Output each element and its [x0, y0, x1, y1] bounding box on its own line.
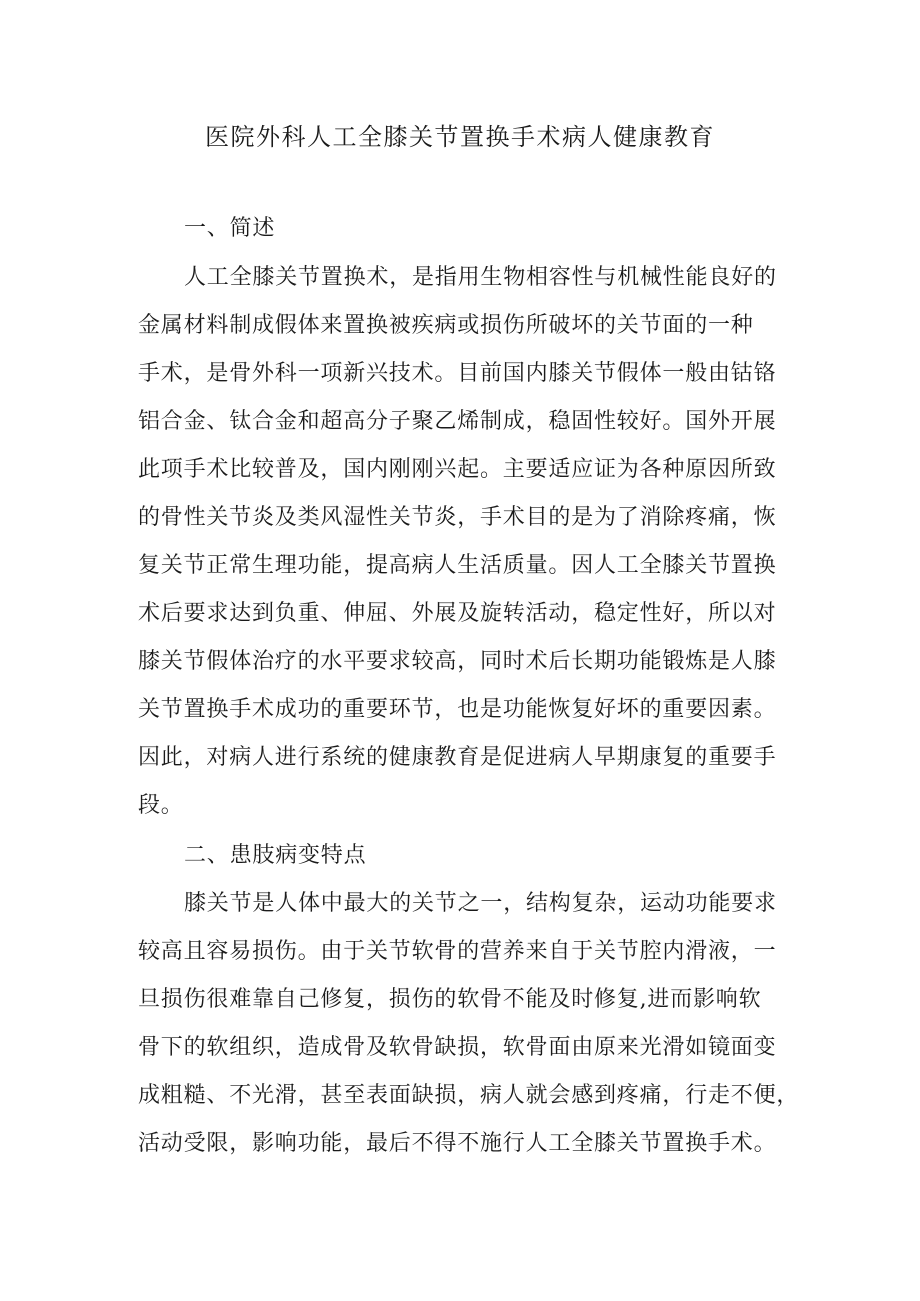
paragraph-line: 手术，是骨外科一项新兴技术。目前国内膝关节假体一般由钴铬	[138, 361, 777, 386]
paragraph-line: 金属材料制成假体来置换被疾病或损伤所破坏的关节面的一种	[138, 313, 754, 338]
paragraph-line: 关节置换手术成功的重要环节，也是功能恢复好坏的重要因素。	[138, 697, 777, 722]
paragraph-line: 段。	[138, 793, 184, 818]
paragraph-line: 骨下的软组织，造成骨及软骨缺损，软骨面由原来光滑如镜面变	[138, 1035, 777, 1060]
paragraph-line: 此项手术比较普及，国内刚刚兴起。主要适应证为各种原因所致	[138, 457, 777, 482]
paragraph-line: 膝关节是人体中最大的关节之一，结构复杂，运动功能要求	[184, 891, 777, 916]
paragraph-line: 成粗糙、不光滑，甚至表面缺损，病人就会感到疼痛，行走不便，	[138, 1083, 800, 1108]
paragraph-line: 铝合金、钛合金和超高分子聚乙烯制成，稳固性较好。国外开展	[138, 409, 777, 434]
paragraph-line: 活动受限，影响功能，最后不得不施行人工全膝关节置换手术。	[138, 1131, 777, 1156]
paragraph-line: 人工全膝关节置换术，是指用生物相容性与机械性能良好的	[184, 265, 777, 290]
section-heading-overview: 一、简述	[184, 216, 276, 241]
section-heading-lesion-features: 二、患肢病变特点	[184, 843, 367, 868]
paragraph-line: 旦损伤很难靠自己修复，损伤的软骨不能及时修复,进而影响软	[138, 987, 762, 1012]
paragraph-line: 因此，对病人进行系统的健康教育是促进病人早期康复的重要手	[138, 745, 777, 770]
paragraph-line: 的骨性关节炎及类风湿性关节炎，手术目的是为了消除疼痛，恢	[138, 505, 777, 530]
paragraph-line: 术后要求达到负重、伸屈、外展及旋转活动，稳定性好，所以对	[138, 601, 777, 626]
paragraph-line: 复关节正常生理功能，提高病人生活质量。因人工全膝关节置换	[138, 553, 777, 578]
document-title: 医院外科人工全膝关节置换手术病人健康教育	[205, 123, 715, 151]
paragraph-line: 较高且容易损伤。由于关节软骨的营养来自于关节腔内滑液，一	[138, 939, 777, 964]
paragraph-line: 膝关节假体治疗的水平要求较高，同时术后长期功能锻炼是人膝	[138, 649, 777, 674]
